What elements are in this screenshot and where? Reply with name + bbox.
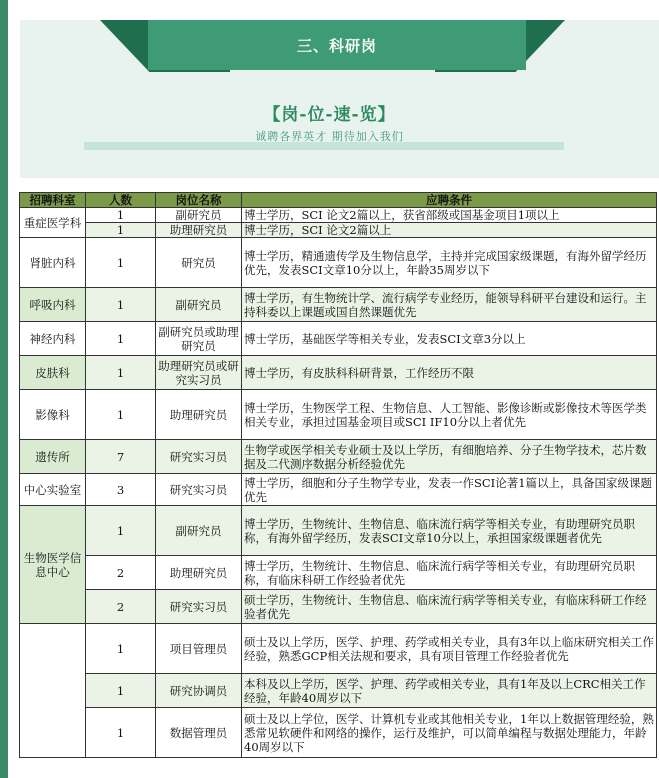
table-row <box>20 390 657 440</box>
count-cell: 1 <box>86 356 156 390</box>
table-row <box>20 590 657 624</box>
position-cell: 研究协调员 <box>156 674 242 708</box>
position-cell: 助理研究员 <box>156 223 242 238</box>
dept-cell: 呼吸内科 <box>20 288 86 322</box>
quick-overview-title: 【岗-位-速-览】 <box>263 105 396 125</box>
position-cell: 助理研究员或研究实习员 <box>156 356 242 390</box>
count-cell: 1 <box>86 238 156 288</box>
requirements-cell: 本科及以上学历，医学、护理、药学或相关专业，具有1年及以上CRC相关工作经验，年龄40周岁以下 <box>242 674 657 708</box>
position-cell: 研究实习员 <box>156 590 242 624</box>
table-row <box>20 356 657 390</box>
positions-table <box>19 192 657 758</box>
header-dept: 招聘科室 <box>20 193 86 208</box>
table-row <box>20 238 657 288</box>
count-cell: 1 <box>86 708 156 758</box>
dept-cell: 生物医学信息中心 <box>20 506 86 624</box>
table-row <box>20 288 657 322</box>
header-requirements: 应聘条件 <box>242 193 657 208</box>
position-cell: 研究员 <box>156 238 242 288</box>
requirements-cell: 博士学历，SCI 论文2篇以上 <box>242 223 657 238</box>
position-cell: 助理研究员 <box>156 390 242 440</box>
requirements-cell: 硕士及以上学历，医学、护理、药学或相关专业，具有3年以上临床研究相关工作经验，熟悉GCP相关法规和要求，具有项目管理工作经验者优先 <box>242 624 657 674</box>
dept-cell: 遗传所 <box>20 440 86 474</box>
table-row <box>20 708 657 758</box>
requirements-cell: 博士学历，有生物统计学、流行病学专业经历，能领导科研平台建设和运行。主持科委以上课题或国自然课题优先 <box>242 288 657 322</box>
count-cell: 1 <box>86 288 156 322</box>
requirements-cell: 博士学历，生物统计、生物信息、临床流行病学等相关专业，有助理研究员职称，有海外留学经历，发表SCI文章10分以上，承担国家级课题者优先 <box>242 506 657 556</box>
requirements-cell: 博士学历，基础医学等相关专业，发表SCI文章3分以上 <box>242 322 657 356</box>
dept-cell: 中心实验室 <box>20 474 86 506</box>
table-row <box>20 208 657 223</box>
count-cell: 2 <box>86 556 156 590</box>
header-count: 人数 <box>86 193 156 208</box>
header-position: 岗位名称 <box>156 193 242 208</box>
table-row <box>20 440 657 474</box>
position-cell: 副研究员或助理研究员 <box>156 322 242 356</box>
count-cell: 1 <box>86 223 156 238</box>
dept-cell <box>20 624 86 758</box>
recruit-slogan: 诚聘各界英才 期待加入我们 <box>255 130 404 143</box>
requirements-cell: 硕士及以上学位，医学、计算机专业或其他相关专业，1年以上数据管理经验，熟悉常见软硬件和网络的操作，运行及维护，可以简单编程与数据处理能力，年龄40周岁以下 <box>242 708 657 758</box>
requirements-cell: 博士学历，精通遗传学及生物信息学，主持并完成国家级课题，有海外留学经历优先，发表SCI文章10分以上，年龄35周岁以下 <box>242 238 657 288</box>
position-cell: 研究实习员 <box>156 474 242 506</box>
count-cell: 1 <box>86 506 156 556</box>
table-row <box>20 624 657 674</box>
dept-cell: 皮肤科 <box>20 356 86 390</box>
dept-cell: 重症医学科 <box>20 208 86 238</box>
section-title: 三、科研岗 <box>148 20 526 70</box>
table-row <box>20 556 657 590</box>
count-cell: 1 <box>86 208 156 223</box>
table-row <box>20 506 657 556</box>
requirements-cell: 博士学历，有皮肤科科研背景，工作经历不限 <box>242 356 657 390</box>
dept-cell: 影像科 <box>20 390 86 440</box>
dept-cell: 肾脏内科 <box>20 238 86 288</box>
count-cell: 1 <box>86 322 156 356</box>
position-cell: 数据管理员 <box>156 708 242 758</box>
count-cell: 2 <box>86 590 156 624</box>
count-cell: 3 <box>86 474 156 506</box>
requirements-cell: 博士学历，细胞和分子生物学专业，发表一作SCI论著1篇以上，具备国家级课题优先 <box>242 474 657 506</box>
requirements-cell: 博士学历，生物医学工程、生物信息、人工智能、影像诊断或影像技术等医学类相关专业，承担过国基金项目或SCI IF10分以上者优先 <box>242 390 657 440</box>
table-row <box>20 322 657 356</box>
position-cell: 副研究员 <box>156 288 242 322</box>
count-cell: 7 <box>86 440 156 474</box>
requirements-cell: 生物学或医学相关专业硕士及以上学历，有细胞培养、分子生物学技术，芯片数据及二代测序数据分析经验优先 <box>242 440 657 474</box>
table-header-row <box>20 193 657 208</box>
count-cell: 1 <box>86 624 156 674</box>
position-cell: 副研究员 <box>156 208 242 223</box>
position-cell: 研究实习员 <box>156 440 242 474</box>
requirements-cell: 硕士学历，生物统计、生物信息、临床流行病学等相关专业，有临床科研工作经验者优先 <box>242 590 657 624</box>
requirements-cell: 博士学历，SCI 论文2篇以上，获省部级或国基金项目1项以上 <box>242 208 657 223</box>
position-cell: 助理研究员 <box>156 556 242 590</box>
dept-cell: 神经内科 <box>20 322 86 356</box>
table-row <box>20 223 657 238</box>
table-row <box>20 474 657 506</box>
position-cell: 项目管理员 <box>156 624 242 674</box>
table-row <box>20 674 657 708</box>
count-cell: 1 <box>86 390 156 440</box>
section-banner <box>100 20 565 72</box>
requirements-cell: 博士学历，生物统计、生物信息、临床流行病学等相关专业，有助理研究员职称，有临床科研工作经验者优先 <box>242 556 657 590</box>
count-cell: 1 <box>86 674 156 708</box>
position-cell: 副研究员 <box>156 506 242 556</box>
